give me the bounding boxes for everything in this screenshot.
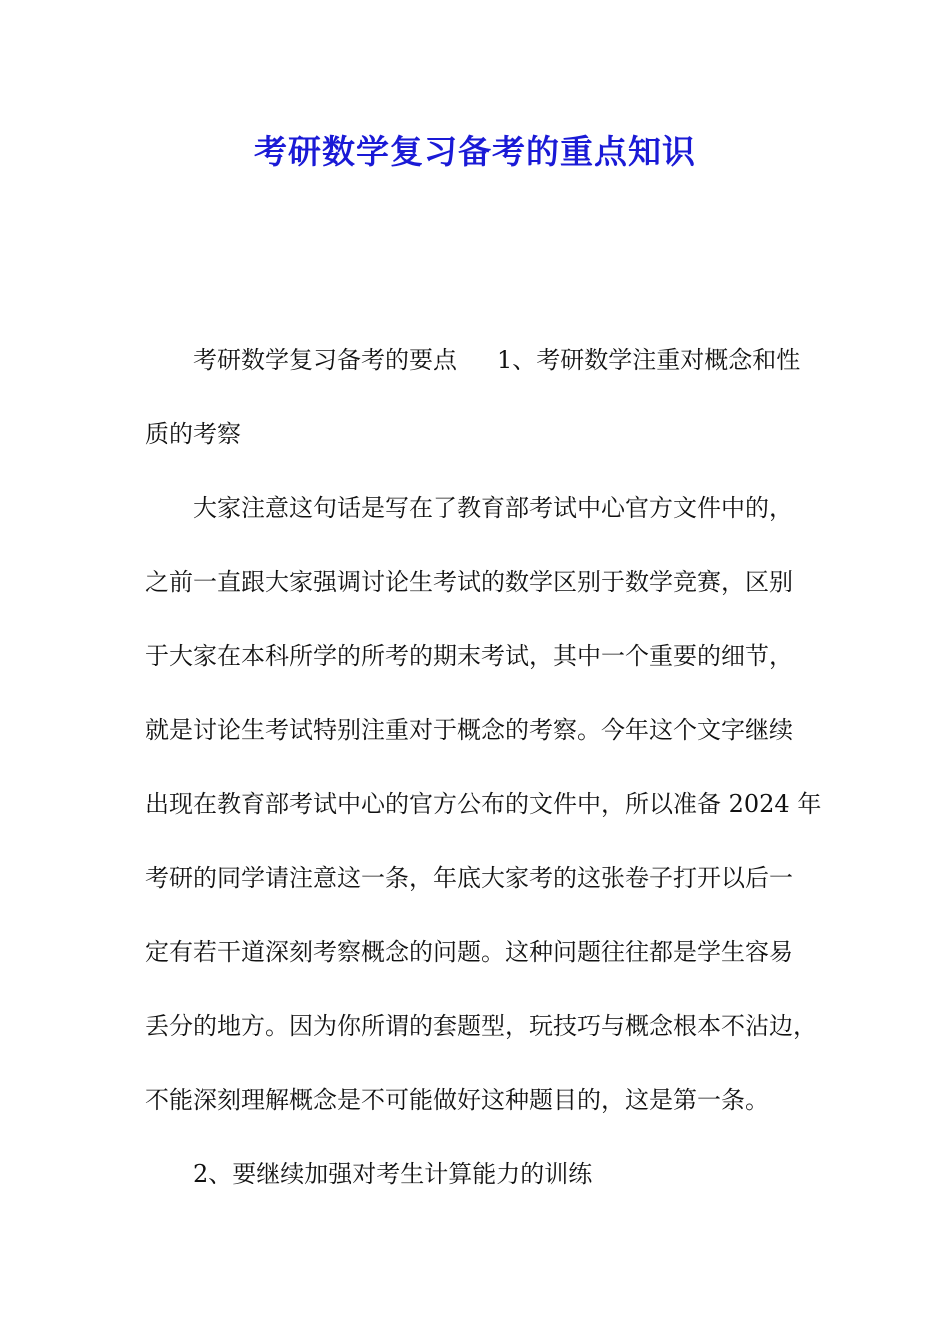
document-title: 考研数学复习备考的重点知识 — [254, 132, 696, 171]
text-line-5: 于大家在本科所学的所考的期末考试，其中一个重要的细节， — [145, 642, 793, 670]
text-line-10: 丢分的地方。因为你所谓的套题型，玩技巧与概念根本不沾边， — [145, 1012, 817, 1040]
text-line-9: 定有若干道深刻考察概念的问题。这种问题往往都是学生容易 — [145, 938, 793, 966]
text-line-8: 考研的同学请注意这一条，年底大家考的这张卷子打开以后一 — [145, 864, 793, 892]
point-1-heading: 1、考研数学注重对概念和性 — [497, 346, 801, 374]
text-line-11: 不能深刻理解概念是不可能做好这种题目的，这是第一条。 — [145, 1086, 769, 1114]
text-line-1 — [145, 336, 827, 410]
text-line-12: 2、要继续加强对考生计算能力的训练 — [193, 1160, 593, 1188]
text-line-4: 之前一直跟大家强调讨论生考试的数学区别于数学竞赛，区别 — [145, 568, 793, 596]
text-line-2: 质的考察 — [145, 420, 241, 448]
text-line-6: 就是讨论生考试特别注重对于概念的考察。今年这个文字继续 — [145, 716, 793, 744]
document-body — [145, 336, 827, 1224]
text-line-3: 大家注意这句话是写在了教育部考试中心官方文件中的， — [193, 494, 793, 522]
section-heading: 考研数学复习备考的要点 — [193, 346, 457, 374]
text-line-7: 出现在教育部考试中心的官方公布的文件中，所以准备 2024 年 — [145, 790, 822, 818]
